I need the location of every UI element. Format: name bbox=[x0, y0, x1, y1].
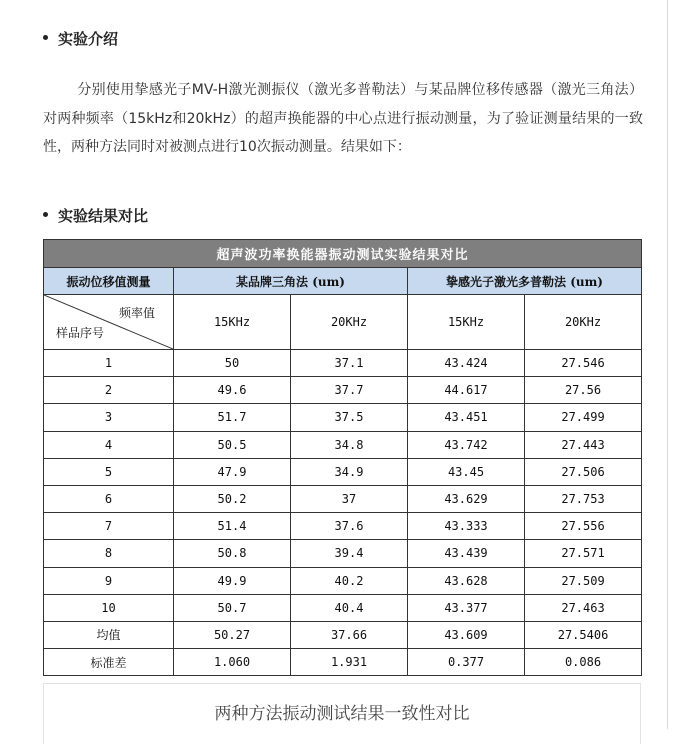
value-cell: 27.571 bbox=[525, 540, 642, 567]
table-row bbox=[44, 431, 642, 458]
table-row bbox=[44, 458, 642, 485]
value-cell: 27.753 bbox=[525, 485, 642, 512]
value-cell: 1.060 bbox=[174, 649, 291, 676]
diagonal-header-cell bbox=[44, 295, 174, 350]
table-row bbox=[44, 513, 642, 540]
value-cell: 0.377 bbox=[408, 649, 525, 676]
value-cell: 34.8 bbox=[291, 431, 408, 458]
value-cell: 43.424 bbox=[408, 350, 525, 377]
value-cell: 43.629 bbox=[408, 485, 525, 512]
value-cell: 43.45 bbox=[408, 458, 525, 485]
chart-caption: 两种方法振动测试结果一致性对比 bbox=[214, 704, 470, 724]
value-cell: 1.931 bbox=[291, 649, 408, 676]
table-row bbox=[44, 350, 642, 377]
value-cell: 44.617 bbox=[408, 377, 525, 404]
value-cell: 34.9 bbox=[291, 458, 408, 485]
value-cell: 27.509 bbox=[525, 567, 642, 594]
freq-header: 20KHz bbox=[525, 295, 642, 350]
value-cell: 37.5 bbox=[291, 404, 408, 431]
table-row bbox=[44, 404, 642, 431]
value-cell: 49.6 bbox=[174, 377, 291, 404]
diag-label-sample: 样品序号 bbox=[56, 326, 105, 340]
group-header-triangulation: 某品牌三角法 (um) bbox=[174, 268, 408, 295]
value-cell: 43.439 bbox=[408, 540, 525, 567]
sample-label-cell: 8 bbox=[44, 540, 174, 567]
section-title: 实验介绍 bbox=[58, 30, 119, 48]
freq-header: 15KHz bbox=[408, 295, 525, 350]
section-heading-results bbox=[43, 205, 148, 226]
freq-header: 20KHz bbox=[291, 295, 408, 350]
value-cell: 47.9 bbox=[174, 458, 291, 485]
value-cell: 49.9 bbox=[174, 567, 291, 594]
value-cell: 43.609 bbox=[408, 621, 525, 648]
sample-label-cell: 9 bbox=[44, 567, 174, 594]
sample-label-cell: 7 bbox=[44, 513, 174, 540]
table-title: 超声波功率换能器振动测试实验结果对比 bbox=[44, 240, 642, 268]
chart-container bbox=[43, 683, 641, 744]
sample-label-cell: 6 bbox=[44, 485, 174, 512]
value-cell: 50.7 bbox=[174, 594, 291, 621]
intro-text: 分别使用挚感光子MV-H激光测振仪（激光多普勒法）与某品牌位移传感器（激光三角法）对两种频率（15kHz和20kHz）的超声换能器的中心点进行振动测量，为了验证测量结果的一致性，两种方法同时对被测点进行10次振动测量。结果如下： bbox=[43, 82, 643, 155]
sample-label-cell: 10 bbox=[44, 594, 174, 621]
value-cell: 27.556 bbox=[525, 513, 642, 540]
table-row bbox=[44, 621, 642, 648]
table-row bbox=[44, 567, 642, 594]
value-cell: 39.4 bbox=[291, 540, 408, 567]
value-cell: 51.4 bbox=[174, 513, 291, 540]
intro-paragraph bbox=[43, 76, 643, 162]
page-border bbox=[667, 0, 668, 729]
value-cell: 40.4 bbox=[291, 594, 408, 621]
value-cell: 37.66 bbox=[291, 621, 408, 648]
freq-header: 15KHz bbox=[174, 295, 291, 350]
value-cell: 37 bbox=[291, 485, 408, 512]
table-body bbox=[44, 350, 642, 676]
section-heading-intro bbox=[43, 28, 118, 49]
row-header: 振动位移值测量 bbox=[44, 268, 174, 295]
value-cell: 43.377 bbox=[408, 594, 525, 621]
results-table bbox=[43, 239, 642, 676]
table-row bbox=[44, 540, 642, 567]
value-cell: 27.546 bbox=[525, 350, 642, 377]
sample-label-cell: 2 bbox=[44, 377, 174, 404]
group-header-doppler: 挚感光子激光多普勒法 (um) bbox=[408, 268, 642, 295]
value-cell: 0.086 bbox=[525, 649, 642, 676]
value-cell: 27.499 bbox=[525, 404, 642, 431]
sample-label-cell: 4 bbox=[44, 431, 174, 458]
value-cell: 40.2 bbox=[291, 567, 408, 594]
value-cell: 37.1 bbox=[291, 350, 408, 377]
bullet-icon bbox=[43, 212, 48, 217]
value-cell: 27.5406 bbox=[525, 621, 642, 648]
value-cell: 51.7 bbox=[174, 404, 291, 431]
value-cell: 27.506 bbox=[525, 458, 642, 485]
value-cell: 50.27 bbox=[174, 621, 291, 648]
sample-label-cell: 5 bbox=[44, 458, 174, 485]
table-row bbox=[44, 594, 642, 621]
sample-label-cell: 均值 bbox=[44, 621, 174, 648]
value-cell: 50.8 bbox=[174, 540, 291, 567]
diag-label-frequency: 频率值 bbox=[118, 306, 155, 320]
value-cell: 27.463 bbox=[525, 594, 642, 621]
value-cell: 43.628 bbox=[408, 567, 525, 594]
table-row bbox=[44, 649, 642, 676]
value-cell: 27.443 bbox=[525, 431, 642, 458]
table-row bbox=[44, 377, 642, 404]
bullet-icon bbox=[43, 35, 48, 40]
value-cell: 43.451 bbox=[408, 404, 525, 431]
value-cell: 37.7 bbox=[291, 377, 408, 404]
table-row bbox=[44, 485, 642, 512]
value-cell: 43.333 bbox=[408, 513, 525, 540]
value-cell: 50.5 bbox=[174, 431, 291, 458]
sample-label-cell: 3 bbox=[44, 404, 174, 431]
value-cell: 27.56 bbox=[525, 377, 642, 404]
value-cell: 43.742 bbox=[408, 431, 525, 458]
section-title: 实验结果对比 bbox=[58, 207, 149, 225]
sample-label-cell: 1 bbox=[44, 350, 174, 377]
sample-label-cell: 标准差 bbox=[44, 649, 174, 676]
value-cell: 50.2 bbox=[174, 485, 291, 512]
value-cell: 50 bbox=[174, 350, 291, 377]
value-cell: 37.6 bbox=[291, 513, 408, 540]
